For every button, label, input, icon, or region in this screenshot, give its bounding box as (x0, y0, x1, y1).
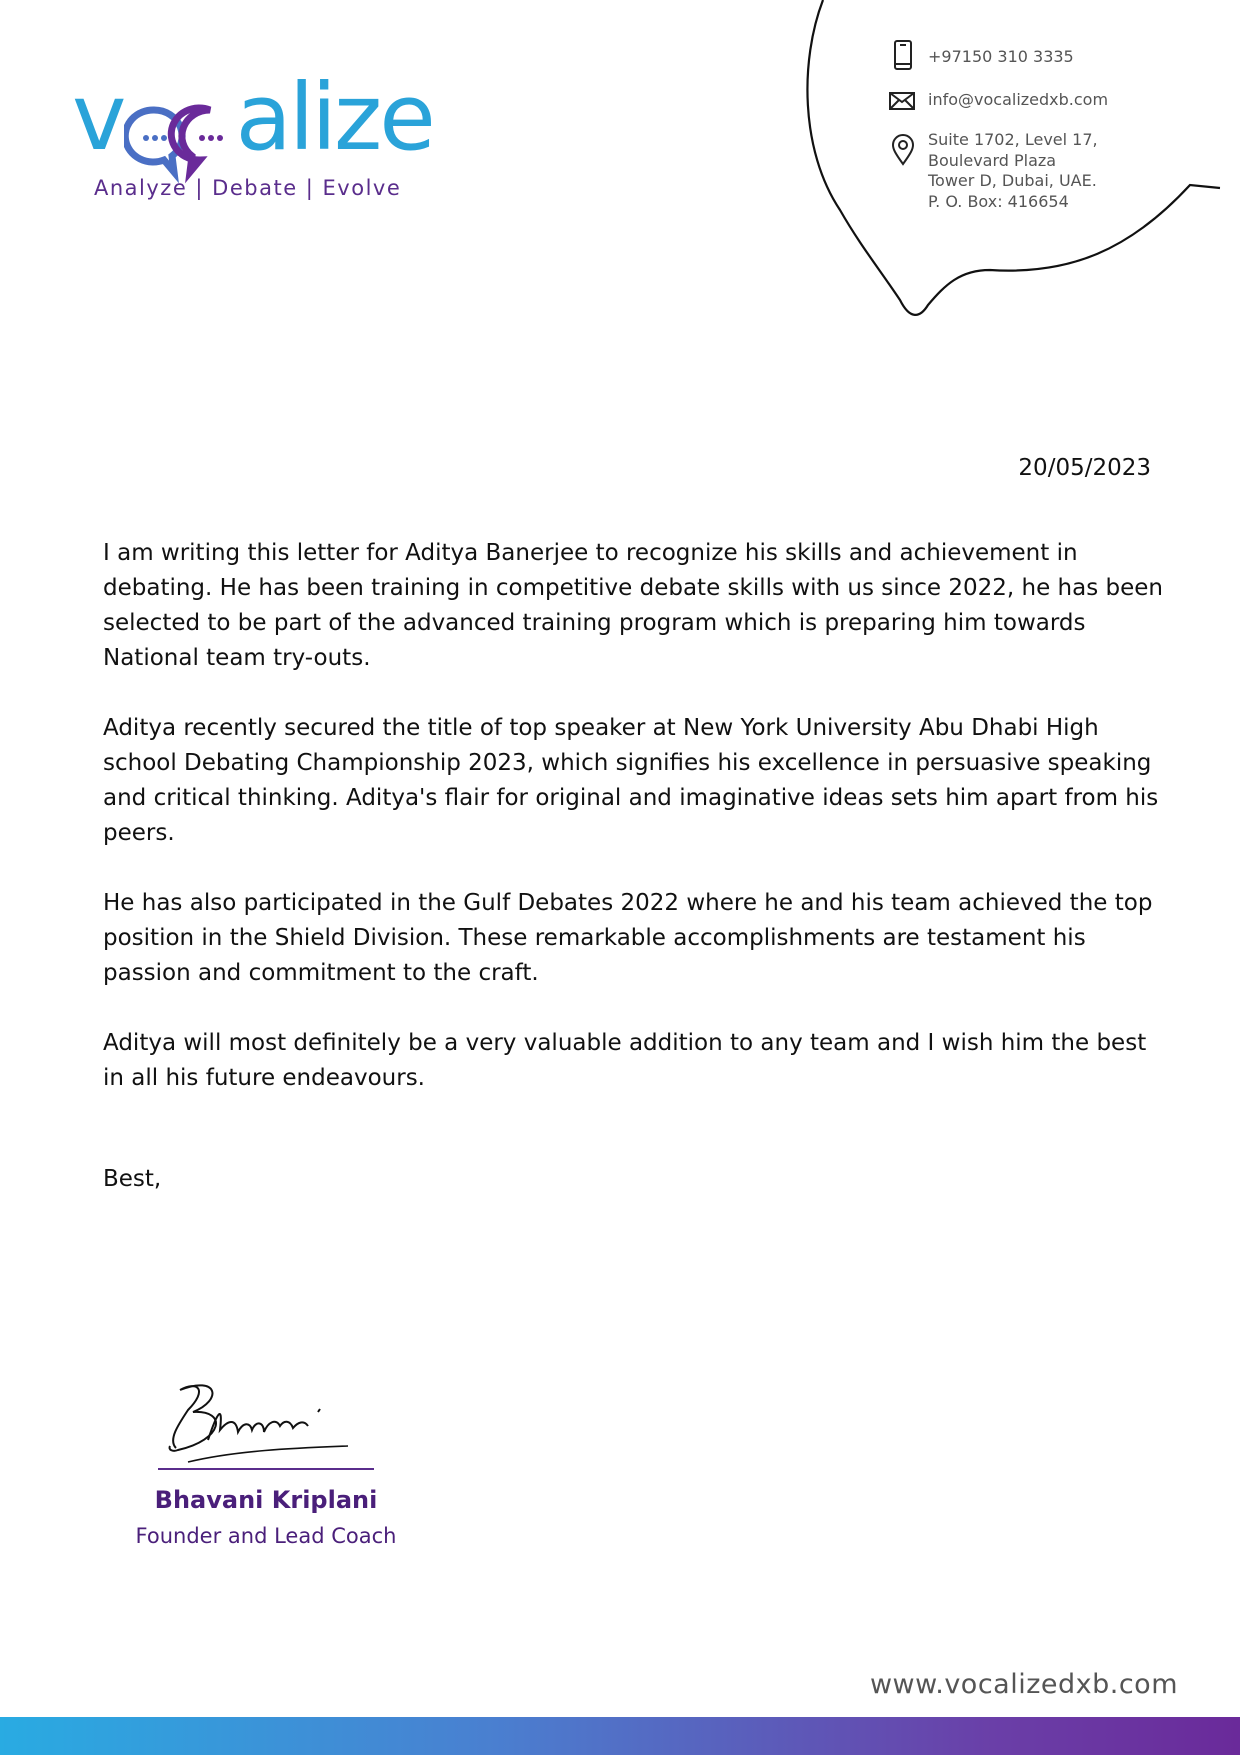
contact-email[interactable]: info@vocalizedxb.com (928, 90, 1109, 109)
contact-address (928, 130, 1098, 212)
email-icon (889, 92, 915, 110)
address-line: P. O. Box: 416654 (928, 191, 1069, 211)
letter-closing: Best, (103, 1166, 162, 1192)
letter-body (103, 536, 1163, 1131)
paragraph: He has also participated in the Gulf Debates 2022 where he and his team achieved the top position in the Shield Division. These remarkable accomplishments are testament his passion and commitment to the craft. (103, 890, 1153, 986)
address-line: Tower D, Dubai, UAE. (928, 171, 1097, 190)
location-pin-icon (891, 134, 915, 166)
signer-title: Founder and Lead Coach (135, 1524, 397, 1548)
contact-phone[interactable]: +97150 310 3335 (928, 47, 1074, 66)
website-link[interactable]: www.vocalizedxb.com (869, 1669, 1178, 1700)
paragraph: Aditya recently secured the title of top speaker at New York University Abu Dhabi High school Debating Championship 2023, which signifies his excellence in persuasive speaking and critical thinking. Aditya's flair for original and imaginative ideas sets him apart from his peers. (103, 715, 1159, 846)
paragraph: Aditya will most definitely be a very valuable addition to any team and I wish him the best in all his future endeavours. (103, 1030, 1147, 1091)
logo-wordmark: v alize (72, 64, 433, 171)
footer-gradient-bar (0, 1717, 1240, 1755)
signer-name: Bhavani Kriplani (154, 1486, 378, 1514)
handwritten-signature (148, 1370, 368, 1470)
paragraph: I am writing this letter for Aditya Banerjee to recognize his skills and achievement in debating. He has been training in competitive debate skills with us since 2022, he has been selected to be part of the advanced training program which is preparing him towards National team try-outs. (103, 540, 1163, 671)
address-line: Boulevard Plaza (928, 150, 1057, 170)
signature-line (158, 1468, 374, 1470)
phone-icon (893, 40, 913, 70)
letter-date: 20/05/2023 (1018, 455, 1151, 481)
address-line: Suite 1702, Level 17, (928, 130, 1098, 149)
tagline: Analyze | Debate | Evolve (94, 176, 402, 200)
